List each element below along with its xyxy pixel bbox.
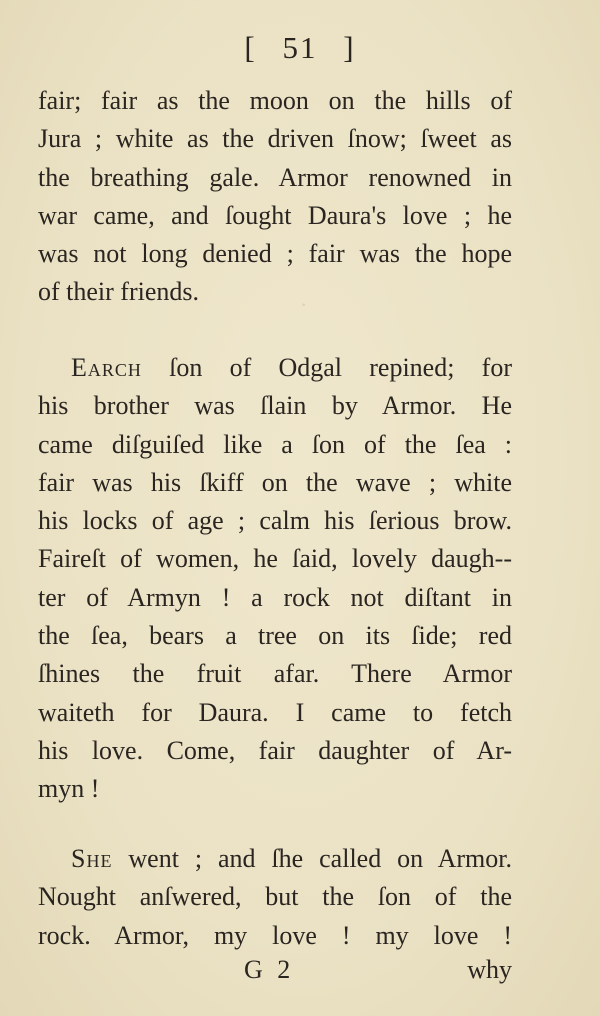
catchword: why	[467, 955, 512, 984]
text-line: fair; fair as the moon on the hills of	[38, 86, 512, 115]
text-line: Nought anſwered, but the ſon of the	[38, 882, 512, 912]
text-line: his brother was ſlain by Armor. He	[38, 391, 512, 421]
first-line-rest: went ; and ſhe called on Armor.	[128, 844, 512, 873]
page-footer	[0, 955, 600, 993]
bracket-open: [	[244, 30, 257, 65]
text-line: ter of Armyn ! a rock not diſtant in	[38, 582, 512, 612]
text-line: the breathing gale. Armor renowned in	[38, 162, 512, 192]
text-line: rock. Armor, my love ! my love !	[38, 920, 512, 950]
text-line: was not long denied ; fair was the hope	[38, 239, 512, 269]
paragraph-1	[38, 82, 512, 312]
text-line: fair was his ſkiff on the wave ; white	[38, 467, 512, 497]
text-line: Jura ; white as the driven ſnow; ſweet as	[38, 124, 512, 154]
first-line-rest: ſon of Odgal repined; for	[169, 353, 512, 382]
text-line: his love. Come, fair daughter of Ar-	[38, 735, 512, 765]
text-line: waiteth for Daura. I came to fetch	[38, 697, 512, 727]
text-line: myn !	[38, 774, 100, 804]
paragraph-3	[38, 840, 512, 955]
text-line: Faireſt of women, he ſaid, lovely daugh--	[38, 544, 512, 574]
signature-mark: G 2	[244, 955, 295, 984]
text-line: ſhines the fruit afar. There Armor	[38, 659, 512, 689]
lead-word: Earch	[71, 353, 142, 382]
lead-word: She	[71, 844, 113, 873]
text-line: of their friends.	[38, 277, 200, 307]
text-line: war came, and ſought Daura's love ; he	[38, 200, 512, 230]
paragraph-2	[38, 349, 512, 809]
text-line: his locks of age ; calm his ſerious brow.	[38, 506, 512, 536]
show-through-mark: ·	[300, 292, 308, 317]
page-header	[0, 30, 600, 66]
page-number: 51	[282, 30, 318, 65]
text-line-first	[38, 840, 512, 878]
text-line: the ſea, bears a tree on its ſide; red	[38, 621, 512, 651]
text-line-first	[38, 349, 512, 387]
text-line: came diſguiſed like a ſon of the ſea :	[38, 429, 512, 459]
bracket-close: ]	[343, 30, 356, 65]
